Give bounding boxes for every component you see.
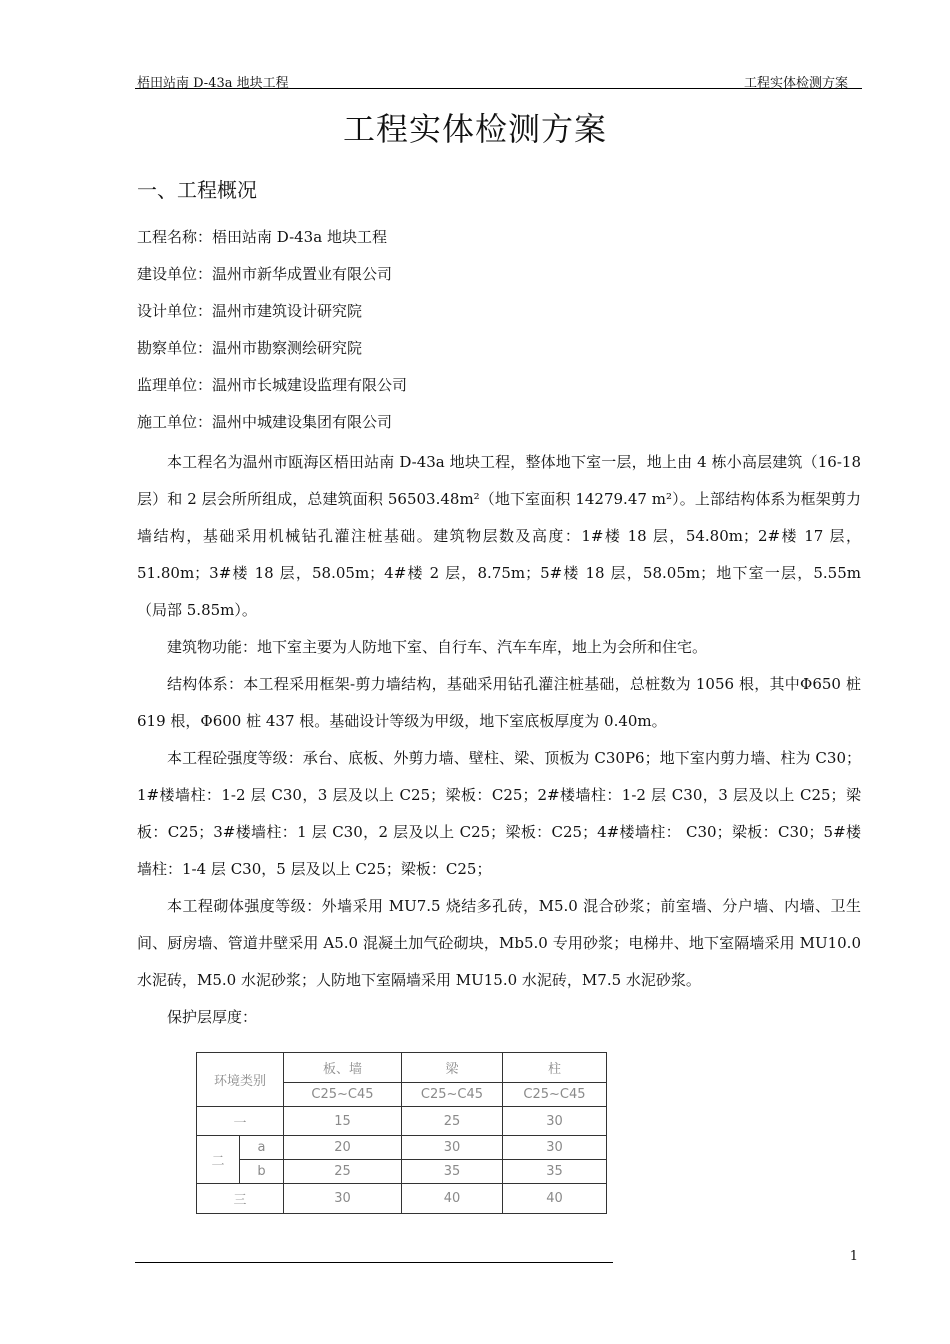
header-env-class: 环境类别 [197, 1053, 284, 1107]
info-contractor: 施工单位：温州中城建设集团有限公司 [137, 413, 393, 431]
info-supervisor: 监理单位：温州市长城建设监理有限公司 [137, 376, 408, 394]
paragraph-structure: 结构体系：本工程采用框架-剪力墙结构，基础采用钻孔灌注桩基础，总桩数为 1056 根，其中Φ650 桩 619 根，Φ600 桩 437 根。基础设计等级为甲级，地下室底板厚度为 0.40m。 [137, 675, 861, 730]
cell-column: 30 [503, 1106, 607, 1136]
table-row [197, 1106, 607, 1136]
info-designer: 设计单位：温州市建筑设计研究院 [137, 302, 363, 320]
page-number: 1 [849, 1249, 858, 1264]
row-label: 三 [197, 1184, 284, 1214]
row-label: 一 [197, 1106, 284, 1136]
cell-column: 30 [503, 1136, 607, 1160]
cell-column: 35 [503, 1160, 607, 1184]
grade-slab: C25~C45 [284, 1082, 402, 1106]
section-title: 一、工程概况 [137, 178, 257, 202]
page-title: 工程实体检测方案 [342, 110, 607, 148]
footer-rule [135, 1262, 613, 1263]
paragraph-concrete: 本工程砼强度等级：承台、底板、外剪力墙、壁柱、梁、顶板为 C30P6；地下室内剪力墙、柱为 C30；1#楼墙柱：1-2 层 C30，3 层及以上 C25；梁板：C25；2#楼墙柱：1-2 层 C30，3 层及以上 C25；梁板：C25；3#楼墙柱：1 层 C30，2 层及以上 C25；梁板：C25；4#楼墙柱： C30；梁板：C30；5#楼墙柱：1-4 层 C30，5 层及以上 C25；梁板：C25； [137, 749, 861, 878]
row-sublabel: a [240, 1136, 284, 1160]
cell-column: 40 [503, 1184, 607, 1214]
table-row [197, 1136, 607, 1160]
header-slab-wall: 板、墙 [284, 1053, 402, 1083]
header-column: 柱 [503, 1053, 607, 1083]
cell-beam: 25 [402, 1106, 503, 1136]
info-surveyor: 勘察单位：温州市勘察测绘研究院 [137, 339, 363, 357]
paragraph-function: 建筑物功能：地下室主要为人防地下室、自行车、汽车车库，地上为会所和住宅。 [167, 638, 708, 656]
cell-beam: 40 [402, 1184, 503, 1214]
cover-thickness-table [196, 1052, 607, 1214]
cell-slab: 30 [284, 1184, 402, 1214]
cell-slab: 20 [284, 1136, 402, 1160]
paragraph-masonry: 本工程砌体强度等级：外墙采用 MU7.5 烧结多孔砖，M5.0 混合砂浆；前室墙、分户墙、内墙、卫生间、厨房墙、管道井壁采用 A5.0 混凝土加气砼砌块，Mb5.0 专用砂浆；电梯井、地下室隔墙采用 MU10.0 水泥砖，M5.0 水泥砂浆；人防地下室隔墙采用 MU15.0 水泥砖，M7.5 水泥砂浆。 [137, 897, 861, 989]
header-project-name: 梧田站南 D-43a 地块工程 [137, 76, 289, 91]
cell-beam: 35 [402, 1160, 503, 1184]
info-owner: 建设单位：温州市新华成置业有限公司 [137, 265, 393, 283]
grade-column: C25~C45 [503, 1082, 607, 1106]
grade-beam: C25~C45 [402, 1082, 503, 1106]
paragraph-overview: 本工程名为温州市瓯海区梧田站南 D-43a 地块工程，整体地下室一层，地上由 4 栋小高层建筑（16-18 层）和 2 层会所所组成，总建筑面积 56503.48m²（地下室面积 14279.47 m²）。上部结构体系为框架剪力墙结构，基础采用机械钻孔灌注桩基础。建筑物层数及高度：1#楼 18 层，54.80m；2#楼 17 层，51.80m；3#楼 18 层，58.05m；4#楼 2 层，8.75m；5#楼 18 层，58.05m；地下室一层，5.55m（局部 5.85m）。 [137, 453, 861, 619]
header-beam: 梁 [402, 1053, 503, 1083]
table-row [197, 1184, 607, 1214]
header-doc-title: 工程实体检测方案 [743, 76, 848, 91]
cell-slab: 15 [284, 1106, 402, 1136]
body-text [137, 444, 861, 1036]
row-sublabel: b [240, 1160, 284, 1184]
table-row [197, 1160, 607, 1184]
info-project-name: 工程名称：梧田站南 D-43a 地块工程 [137, 228, 387, 246]
cell-slab: 25 [284, 1160, 402, 1184]
cell-beam: 30 [402, 1136, 503, 1160]
paragraph-cover-label: 保护层厚度： [167, 1008, 258, 1026]
row-label: 二 [197, 1136, 240, 1184]
header-rule [135, 88, 862, 89]
